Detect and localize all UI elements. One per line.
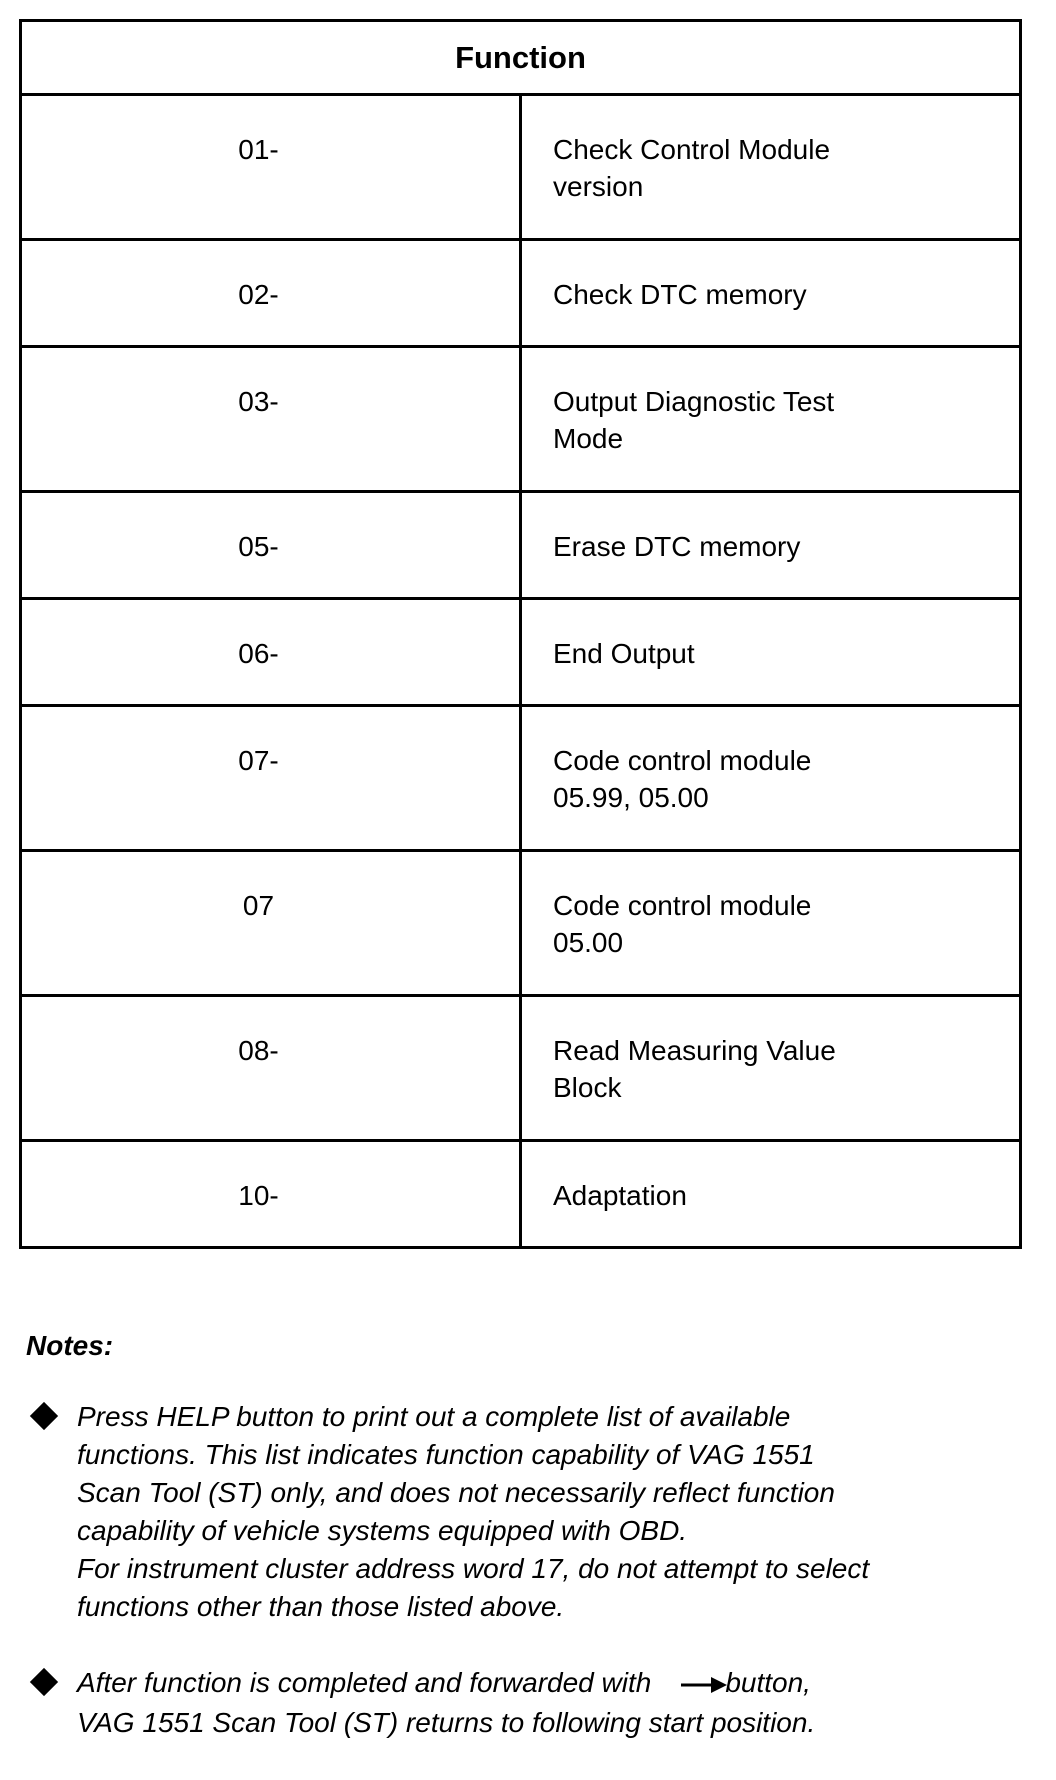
description-line: Code control module (553, 890, 812, 921)
note-line: functions. This list indicates function capability of VAG 1551 (77, 1439, 815, 1470)
diamond-bullet-icon (30, 1668, 58, 1696)
function-code: 06- (21, 599, 521, 706)
function-code: 07- (21, 706, 521, 851)
note-item (26, 1664, 1026, 1742)
notes-title: Notes: (26, 1330, 114, 1361)
description-line: Adaptation (553, 1180, 687, 1211)
table-header: Function (21, 21, 1021, 95)
function-code: 10- (21, 1141, 521, 1248)
note-line: Scan Tool (ST) only, and does not necessarily reflect function (77, 1477, 835, 1508)
description-line: 05.00 (553, 927, 624, 958)
note-line: For instrument cluster address word 17, do not attempt to select (77, 1553, 870, 1584)
function-description (521, 347, 1021, 492)
function-description (521, 492, 1021, 599)
note-text: button, (725, 1667, 811, 1698)
table-row (21, 599, 1021, 706)
description-line: 05.99, 05.00 (553, 782, 709, 813)
note-line: functions other than those listed above. (77, 1591, 565, 1622)
function-code: 03- (21, 347, 521, 492)
function-code: 02- (21, 240, 521, 347)
table-row (21, 492, 1021, 599)
diamond-bullet-icon (30, 1402, 58, 1430)
function-code: 05- (21, 492, 521, 599)
description-line: End Output (553, 638, 695, 669)
function-code: 01- (21, 95, 521, 240)
note-item (26, 1398, 1026, 1626)
function-description (521, 240, 1021, 347)
description-line: version (553, 171, 644, 202)
description-line: Code control module (553, 745, 812, 776)
function-description (521, 706, 1021, 851)
function-code: 07 (21, 851, 521, 996)
description-line: Check DTC memory (553, 279, 807, 310)
note-line: Press HELP button to print out a complete list of available (77, 1401, 791, 1432)
notes-section (26, 1330, 1026, 1780)
table-row (21, 706, 1021, 851)
note-line: capability of vehicle systems equipped with OBD. (77, 1515, 688, 1546)
description-line: Mode (553, 423, 624, 454)
description-line: Block (553, 1072, 622, 1103)
function-description (521, 996, 1021, 1141)
note-line (77, 1664, 1026, 1704)
function-description (521, 851, 1021, 996)
table-row (21, 1141, 1021, 1248)
note-text: After function is completed and forwarded with (77, 1667, 652, 1698)
function-table (19, 19, 1022, 1249)
function-description (521, 95, 1021, 240)
table-row (21, 347, 1021, 492)
function-code: 08- (21, 996, 521, 1141)
table-row (21, 240, 1021, 347)
table-row (21, 851, 1021, 996)
function-description (521, 599, 1021, 706)
function-description (521, 1141, 1021, 1248)
note-line: VAG 1551 Scan Tool (ST) returns to following start position. (77, 1706, 816, 1738)
table-row (21, 996, 1021, 1141)
table-row (21, 95, 1021, 240)
description-line: Output Diagnostic Test (553, 386, 835, 417)
description-line: Erase DTC memory (553, 531, 801, 562)
description-line: Check Control Module (553, 134, 831, 165)
description-line: Read Measuring Value (553, 1035, 836, 1066)
